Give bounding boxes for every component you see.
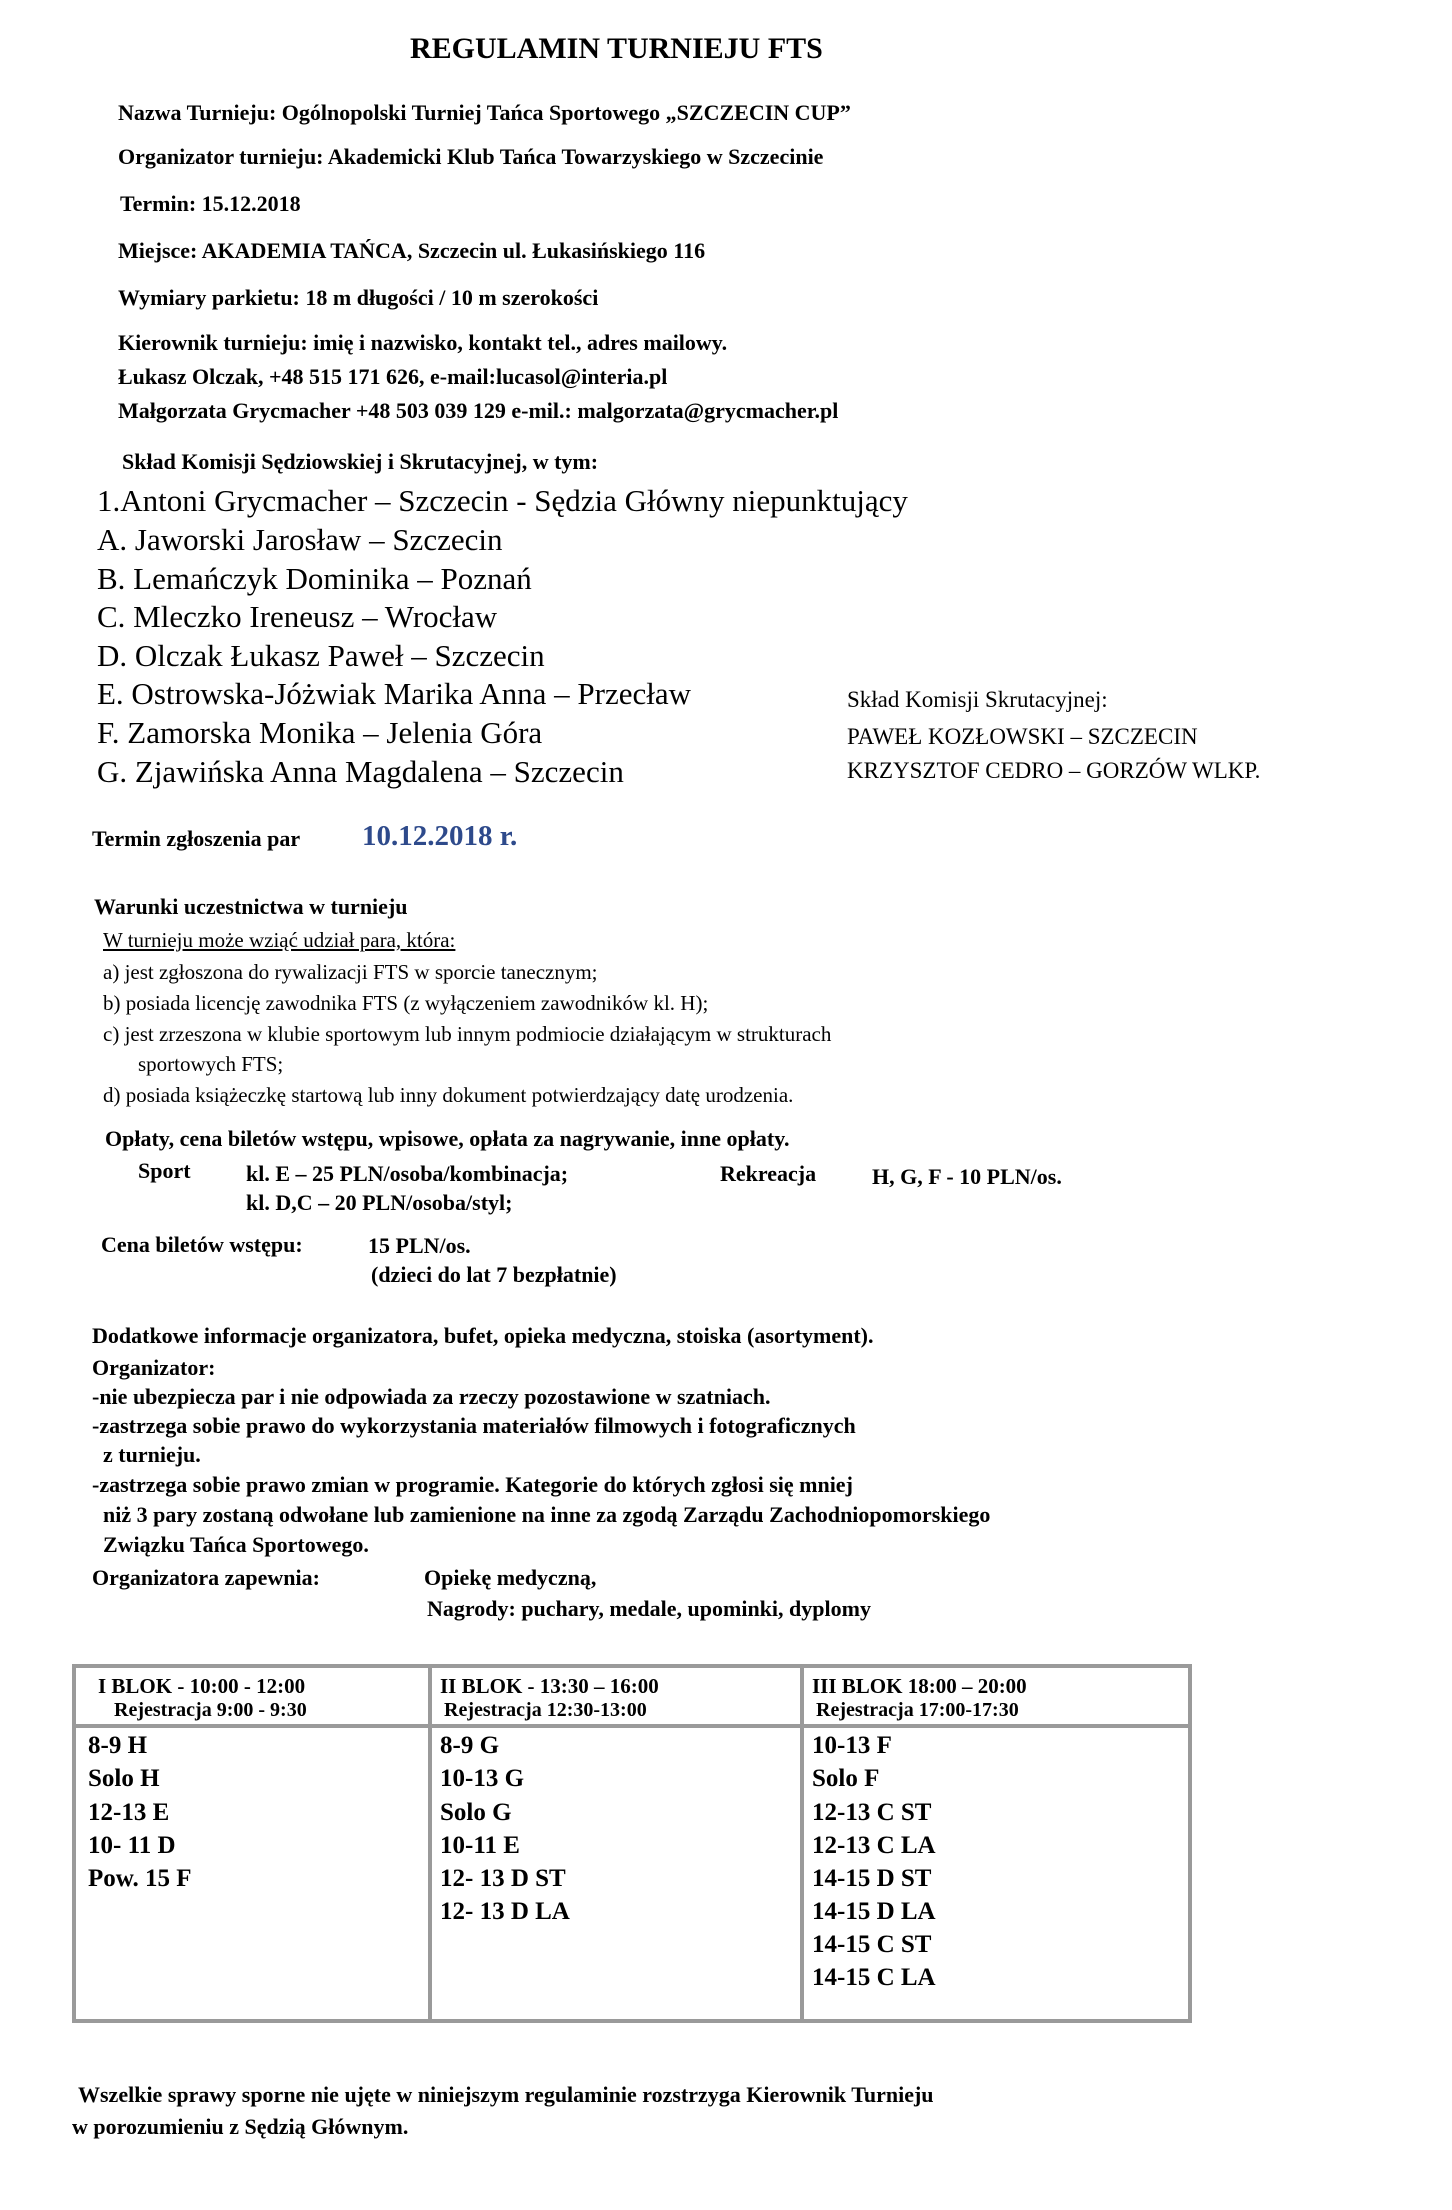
provides-medical: Opiekę medyczną,	[424, 1565, 597, 1590]
judge-c: C. Mleczko Ireneusz – Wrocław	[97, 599, 498, 634]
fees-heading: Opłaty, cena biletów wstępu, wpisowe, opłata za nagrywanie, inne opłaty.	[105, 1126, 790, 1151]
scrutiny-heading: Skład Komisji Skrutacyjnej:	[847, 687, 1108, 712]
list-item: Solo H	[88, 1765, 160, 1792]
sport-fee-e: kl. E – 25 PLN/osoba/kombinacja;	[246, 1161, 569, 1186]
block-3-title: III BLOK 18:00 – 20:00	[812, 1674, 1027, 1698]
organizer-note-3-cont: niż 3 pary zostaną odwołane lub zamienione na inne za zgodą Zarządu Zachodniopomorskiego	[103, 1502, 991, 1527]
provides-label: Organizatora zapewnia:	[92, 1565, 320, 1590]
list-item: 8-9 H	[88, 1732, 148, 1759]
ticket-price: 15 PLN/os.	[368, 1233, 471, 1258]
list-item: 14-15 C ST	[812, 1931, 932, 1958]
judge-a: A. Jaworski Jarosław – Szczecin	[97, 522, 503, 557]
provides-awards: Nagrody: puchary, medale, upominki, dyplomy	[427, 1596, 871, 1621]
ticket-note: (dzieci do lat 7 bezpłatnie)	[371, 1262, 617, 1287]
list-item: Solo F	[812, 1765, 880, 1792]
organizer-note-3: -zastrzega sobie prawo zmian w programie. Kategorie do których zgłosi się mniej	[92, 1472, 853, 1497]
block-3-registration: Rejestracja 17:00-17:30	[816, 1699, 1019, 1721]
list-item: Pow. 15 F	[88, 1865, 192, 1892]
organizer-note-2: -zastrzega sobie prawo do wykorzystania materiałów filmowych i fotograficznych	[92, 1413, 856, 1438]
list-item: Solo G	[440, 1799, 512, 1826]
tournament-name: Nazwa Turnieju: Ogólnopolski Turniej Tańca Sportowego „SZCZECIN CUP”	[118, 100, 851, 125]
list-item: 14-15 D ST	[812, 1865, 932, 1892]
list-item: 12- 13 D ST	[440, 1865, 566, 1892]
list-item: 10- 11 D	[88, 1832, 176, 1859]
page-title: REGULAMIN TURNIEJU FTS	[410, 32, 823, 65]
list-item: 8-9 G	[440, 1732, 500, 1759]
ticket-label: Cena biletów wstępu:	[101, 1232, 303, 1257]
scrutiny-member-2: KRZYSZTOF CEDRO – GORZÓW WLKP.	[847, 758, 1261, 783]
conditions-intro: W turnieju może wziąć udział para, która:	[103, 928, 456, 952]
date: Termin: 15.12.2018	[120, 191, 301, 216]
recreation-label: Rekreacja	[720, 1161, 817, 1186]
recreation-fee: H, G, F - 10 PLN/os.	[872, 1164, 1062, 1189]
footer-line-1: Wszelkie sprawy sporne nie ujęte w niniejszym regulaminie rozstrzyga Kierownik Turnieju	[78, 2082, 934, 2107]
condition-c: c) jest zrzeszona w klubie sportowym lub innym podmiocie działającym w strukturach	[103, 1022, 832, 1046]
list-item: 12-13 C LA	[812, 1832, 936, 1859]
condition-c-cont: sportowych FTS;	[138, 1052, 284, 1076]
block-1-registration: Rejestracja 9:00 - 9:30	[114, 1699, 307, 1721]
condition-a: a) jest zgłoszona do rywalizacji FTS w sporcie tanecznym;	[103, 960, 598, 984]
scrutiny-member-1: PAWEŁ KOZŁOWSKI – SZCZECIN	[847, 724, 1198, 749]
condition-b: b) posiada licencję zawodnika FTS (z wyłączeniem zawodników kl. H);	[103, 991, 709, 1015]
judge-f: F. Zamorska Monika – Jelenia Góra	[97, 715, 543, 750]
organizer-note-1: -nie ubezpiecza par i nie odpowiada za rzeczy pozostawione w szatniach.	[92, 1384, 771, 1409]
judges-heading: Skład Komisji Sędziowskiej i Skrutacyjnej, w tym:	[122, 449, 599, 474]
judge-d: D. Olczak Łukasz Paweł – Szczecin	[97, 638, 545, 673]
list-item: 14-15 C LA	[812, 1964, 936, 1991]
list-item: 10-11 E	[440, 1832, 520, 1859]
list-item: 10-13 G	[440, 1765, 525, 1792]
list-item: 14-15 D LA	[812, 1898, 936, 1925]
schedule-table	[72, 1664, 1192, 2023]
block-2-title: II BLOK - 13:30 – 16:00	[440, 1674, 659, 1698]
sport-label: Sport	[138, 1158, 191, 1183]
extra-heading: Dodatkowe informacje organizatora, bufet, opieka medyczna, stoiska (asortyment).	[92, 1323, 874, 1348]
organizer-note-2-cont: z turnieju.	[103, 1442, 201, 1467]
footer-line-2: w porozumieniu z Sędzią Głównym.	[72, 2114, 409, 2139]
schedule-block-2	[432, 1668, 800, 2019]
judge-main: 1.Antoni Grycmacher – Szczecin - Sędzia Główny niepunktujący	[97, 483, 908, 518]
list-item: 12-13 E	[88, 1799, 170, 1826]
judge-g: G. Zjawińska Anna Magdalena – Szczecin	[97, 754, 624, 789]
list-item: 12-13 C ST	[812, 1799, 932, 1826]
schedule-block-1	[76, 1668, 428, 2019]
sport-fee-dc: kl. D,C – 20 PLN/osoba/styl;	[246, 1190, 513, 1215]
contact-grycmacher: Małgorzata Grycmacher +48 503 039 129 e-mil.: malgorzata@grycmacher.pl	[118, 398, 839, 423]
organizer-label: Organizator:	[92, 1355, 216, 1380]
judge-e: E. Ostrowska-Jóżwiak Marika Anna – Przecław	[97, 676, 691, 711]
block-2-registration: Rejestracja 12:30-13:00	[444, 1699, 647, 1721]
deadline-date: 10.12.2018 r.	[362, 820, 518, 852]
organizer: Organizator turnieju: Akademicki Klub Tańca Towarzyskiego w Szczecinie	[118, 144, 824, 169]
place: Miejsce: AKADEMIA TAŃCA, Szczecin ul. Łukasińskiego 116	[118, 238, 706, 263]
director-heading: Kierownik turnieju: imię i nazwisko, kontakt tel., adres mailowy.	[118, 330, 728, 355]
deadline-label: Termin zgłoszenia par	[92, 826, 301, 851]
conditions-heading: Warunki uczestnictwa w turnieju	[94, 894, 408, 919]
block-1-title: I BLOK - 10:00 - 12:00	[98, 1674, 306, 1698]
condition-d: d) posiada książeczkę startową lub inny dokument potwierdzający datę urodzenia.	[103, 1083, 794, 1107]
judge-b: B. Lemańczyk Dominika – Poznań	[97, 561, 532, 596]
schedule-block-3	[804, 1668, 1188, 2019]
floor-dimensions: Wymiary parkietu: 18 m długości / 10 m szerokości	[118, 285, 599, 310]
list-item: 10-13 F	[812, 1732, 892, 1759]
contact-olczak: Łukasz Olczak, +48 515 171 626, e-mail:lucasol@interia.pl	[118, 364, 668, 389]
list-item: 12- 13 D LA	[440, 1898, 570, 1925]
organizer-note-3-end: Związku Tańca Sportowego.	[103, 1532, 369, 1557]
